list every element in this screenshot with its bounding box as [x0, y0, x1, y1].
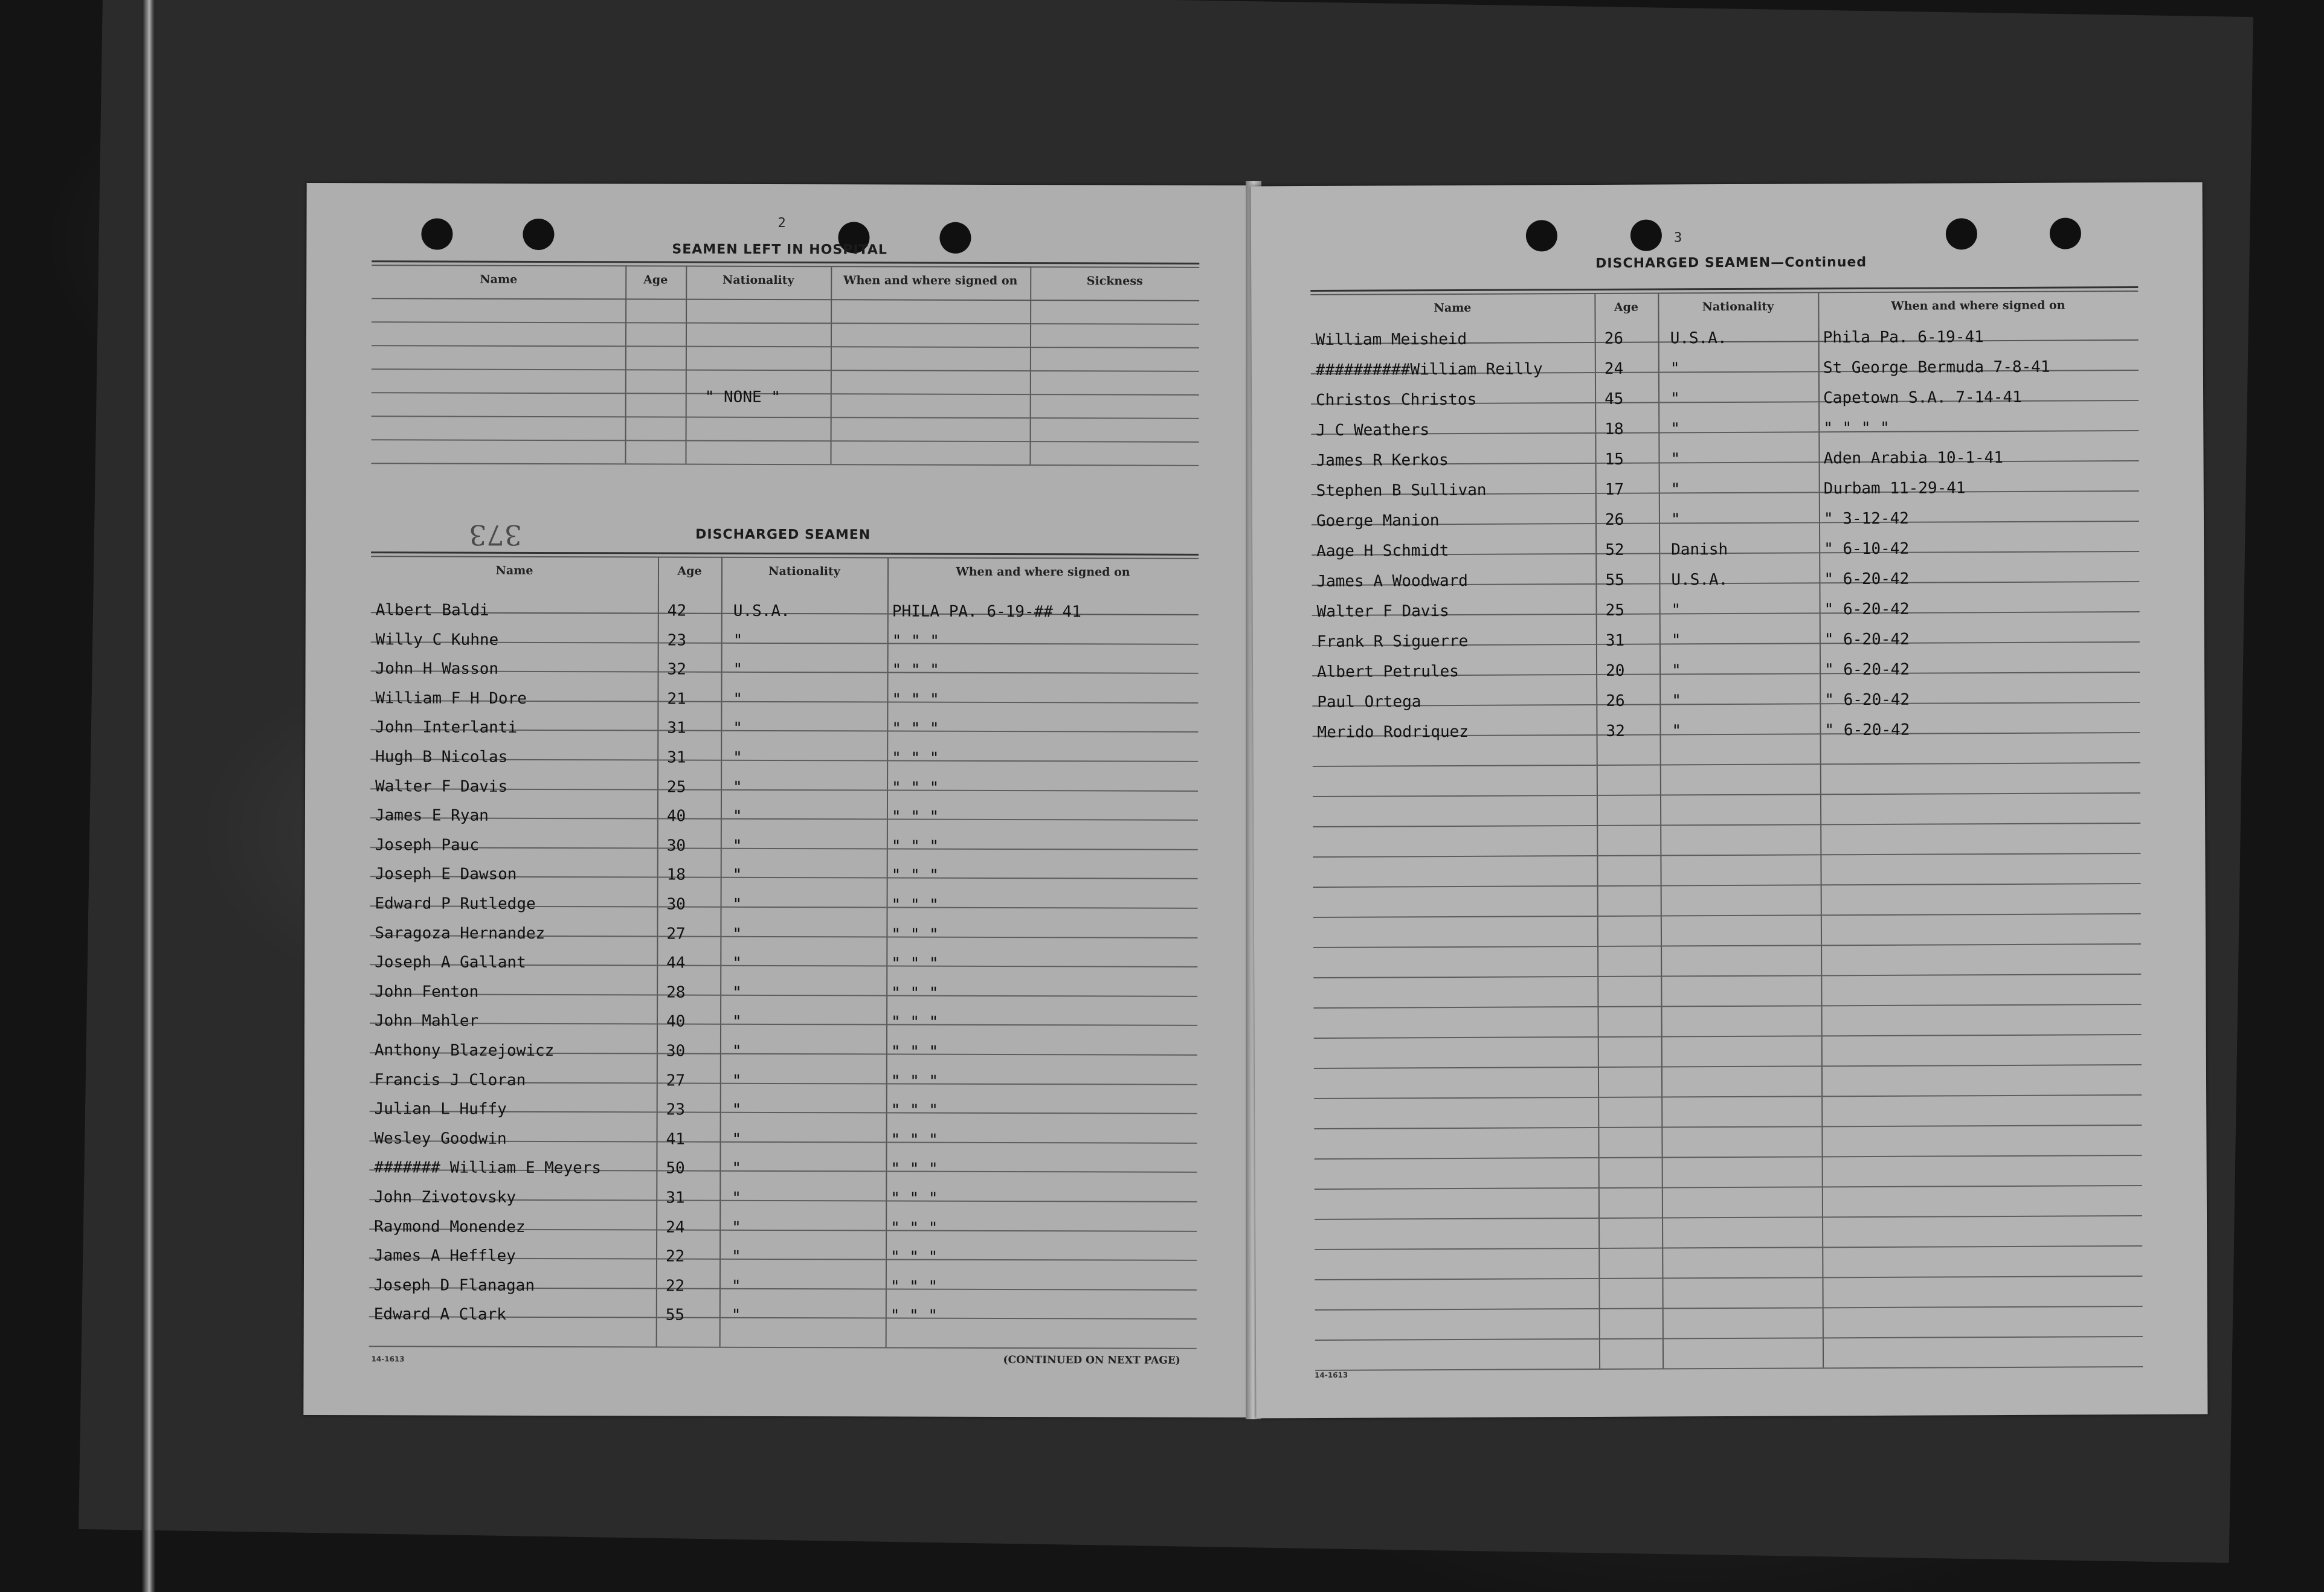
cell-signed: " " ": [890, 1189, 938, 1208]
cell-nationality: ": [1672, 692, 1682, 710]
page-number: 3: [1673, 230, 1682, 246]
cell-nationality: ": [1671, 661, 1681, 680]
cell-nationality: ": [1670, 359, 1680, 378]
cell-nationality: ": [732, 866, 742, 885]
cell-name: John Interlanti: [375, 718, 518, 737]
cell-age: 31: [667, 719, 686, 737]
table-top-rule: [371, 556, 1199, 559]
row-line: [1315, 1185, 2142, 1190]
row-line: [1313, 883, 2141, 888]
cell-signed: Phila Pa. 6-19-41: [1823, 328, 1984, 347]
cell-age: 22: [665, 1247, 685, 1266]
cell-age: 55: [665, 1306, 685, 1324]
cell-age: 50: [666, 1159, 685, 1178]
cell-age: 17: [1605, 480, 1624, 499]
row-line: [1314, 1064, 2142, 1069]
cell-age: 26: [1604, 329, 1624, 348]
column-header-signed: When and where signed on: [1891, 298, 2065, 313]
cell-nationality: ": [732, 1100, 742, 1120]
cell-age: 40: [666, 1012, 686, 1031]
row-line: [370, 993, 1197, 997]
cell-signed: " " ": [892, 661, 939, 679]
cell-signed: " " ": [890, 1101, 938, 1120]
column-header-nationality: Nationality: [768, 564, 840, 579]
row-line: [1313, 853, 2140, 858]
cell-name: William F H Dore: [375, 689, 527, 708]
row-line: [372, 345, 1199, 348]
cell-nationality: ": [1670, 450, 1681, 469]
column-header-name: Name: [1434, 301, 1472, 315]
cell-name: John H Wasson: [375, 660, 499, 678]
cell-name: Joseph D Flanagan: [373, 1276, 535, 1295]
cell-signed: " " ": [891, 925, 939, 944]
cell-nationality: Danish: [1671, 541, 1728, 559]
cell-signed: " " ": [892, 632, 940, 650]
row-line: [1314, 1125, 2142, 1129]
cell-age: 23: [666, 1100, 686, 1119]
cell-age: 28: [666, 983, 686, 1002]
column-divider: [886, 557, 889, 1347]
row-line: [369, 1346, 1197, 1349]
cell-name: William Meisheid: [1315, 330, 1467, 349]
row-line: [1315, 1215, 2142, 1220]
cell-signed: " " ": [890, 1277, 938, 1296]
cell-name: Raymond Monendez: [374, 1217, 526, 1236]
cell-age: 31: [666, 1189, 685, 1207]
row-line: [1313, 823, 2140, 827]
row-line: [1313, 913, 2141, 918]
cell-signed: " " ": [891, 837, 939, 856]
cell-name: Hugh B Nicolas: [375, 748, 508, 766]
cell-nationality: ": [1670, 510, 1681, 529]
cell-name: Walter F Davis: [375, 777, 508, 796]
row-line: [370, 847, 1198, 850]
row-line: [1311, 430, 2139, 435]
cell-name: Wesley Goodwin: [374, 1129, 507, 1148]
cell-signed: " " ": [891, 807, 939, 826]
cell-age: 21: [667, 690, 686, 708]
discharged-section-title: DISCHARGED SEAMEN: [695, 527, 871, 543]
cell-age: 30: [666, 1042, 686, 1061]
row-line: [1315, 1245, 2142, 1250]
punch-hole: [1630, 219, 1662, 251]
row-line: [1315, 1336, 2143, 1341]
hospital-section-title: SEAMEN LEFT IN HOSPITAL: [672, 242, 887, 258]
cell-nationality: ": [1670, 420, 1681, 438]
cell-nationality: ": [732, 836, 742, 855]
table-top-rule: [371, 551, 1199, 556]
cell-name: ##########William Reilly: [1315, 360, 1543, 379]
cell-age: 30: [666, 895, 686, 914]
cell-name: J C Weathers: [1316, 421, 1430, 440]
cell-signed: " " ": [890, 1131, 938, 1149]
cell-age: 22: [665, 1277, 685, 1295]
cell-nationality: ": [731, 1277, 741, 1295]
cell-name: Albert Baldi: [375, 601, 489, 620]
cell-name: Merido Rodriquez: [1317, 722, 1469, 742]
cell-signed: " 6-20-42: [1824, 690, 1910, 710]
cell-nationality: ": [732, 1042, 742, 1061]
row-line: [1312, 702, 2140, 707]
cell-name: James A Heffley: [373, 1247, 516, 1266]
row-line: [1313, 1004, 2141, 1009]
form-id: 14-1613: [371, 1355, 405, 1364]
cell-age: 41: [666, 1130, 685, 1149]
cell-nationality: U.S.A.: [733, 602, 790, 621]
cell-nationality: ": [1671, 601, 1681, 620]
row-line: [1315, 1276, 2142, 1280]
column-divider: [719, 557, 723, 1347]
cell-nationality: ": [732, 1071, 742, 1090]
column-header-sickness: Sickness: [1086, 274, 1143, 288]
column-header-age: Age: [677, 564, 702, 578]
right-page: [1251, 182, 2208, 1419]
punch-hole: [1946, 218, 1977, 249]
punch-hole: [939, 222, 971, 254]
cell-signed: " " ": [890, 1306, 938, 1326]
cell-nationality: ": [1670, 390, 1680, 408]
cell-nationality: ": [731, 1306, 741, 1325]
column-header-nationality: Nationality: [1702, 300, 1774, 314]
cell-name: John Fenton: [375, 983, 479, 1001]
cell-signed: " 6-20-42: [1824, 721, 1910, 740]
cell-nationality: ": [1672, 722, 1682, 740]
cell-nationality: ": [732, 1130, 742, 1149]
cell-name: Paul Ortega: [1317, 693, 1421, 711]
cell-name: Anthony Blazejowicz: [374, 1041, 555, 1061]
cell-nationality: ": [733, 660, 743, 679]
form-id: 14-1613: [1315, 1370, 1348, 1380]
cell-signed: " " ": [892, 749, 939, 768]
row-line: [1313, 974, 2141, 978]
cell-age: 55: [1605, 571, 1624, 589]
column-divider: [656, 556, 659, 1346]
column-divider: [1029, 266, 1031, 464]
cell-age: 24: [1604, 359, 1624, 378]
cell-age: 52: [1605, 541, 1624, 559]
punch-hole: [523, 219, 554, 250]
cell-name: Albert Petrules: [1317, 662, 1459, 681]
cell-signed: " 6-20-42: [1824, 630, 1910, 649]
cell-nationality: ": [732, 954, 742, 973]
cell-name: Frank R Siguerre: [1316, 632, 1469, 651]
row-line: [1313, 943, 2141, 948]
cell-name: Joseph A Gallant: [375, 953, 526, 972]
cell-signed: " " ": [891, 866, 939, 885]
cell-age: 24: [666, 1218, 685, 1237]
row-line: [1313, 762, 2140, 767]
cell-name: Christos Christos: [1316, 390, 1477, 409]
row-line: [371, 463, 1199, 466]
column-divider: [1594, 293, 1600, 1369]
cell-name: Joseph E Dawson: [375, 865, 517, 884]
cell-name: Julian L Huffy: [374, 1100, 507, 1119]
cell-nationality: ": [733, 690, 743, 708]
cell-age: 42: [667, 602, 687, 620]
row-line: [370, 817, 1198, 821]
continued-section-title: DISCHARGED SEAMEN—Continued: [1595, 254, 1867, 271]
table-top-rule: [372, 265, 1199, 268]
cell-name: James R Kerkos: [1316, 451, 1449, 470]
cell-age: 25: [667, 778, 686, 797]
cell-signed: " 6-20-42: [1824, 570, 1910, 589]
row-line: [1315, 1306, 2143, 1311]
cell-name: Willy C Kuhne: [375, 630, 499, 649]
cell-nationality: U.S.A.: [1670, 329, 1727, 348]
cell-nationality: ": [733, 631, 743, 650]
cell-signed: " " ": [892, 690, 939, 709]
cell-name: Walter F Davis: [1316, 602, 1449, 621]
cell-signed: Aden Arabia 10-1-41: [1823, 449, 2004, 468]
cell-age: 27: [666, 925, 686, 943]
row-line: [372, 392, 1199, 396]
column-divider: [830, 266, 832, 464]
column-header-name: Name: [495, 563, 533, 577]
cell-name: Francis J Cloran: [374, 1070, 526, 1090]
row-line: [1314, 1034, 2142, 1039]
table-header-rule: [372, 298, 1199, 301]
cell-nationality: ": [733, 778, 742, 797]
cell-age: 18: [1605, 420, 1624, 438]
cell-signed: St George Bermuda 7-8-41: [1823, 358, 2050, 377]
column-header-name: Name: [480, 272, 518, 286]
column-header-nationality: Nationality: [722, 273, 794, 287]
cell-signed: " " ": [890, 1042, 939, 1061]
cell-signed: " 6-20-42: [1824, 660, 1910, 679]
cell-signed: " " ": [890, 1219, 938, 1237]
row-line: [1315, 1155, 2142, 1160]
column-divider: [625, 265, 626, 463]
cell-name: Stephen B Sullivan: [1316, 481, 1487, 500]
cell-age: 27: [666, 1071, 686, 1090]
cell-age: 26: [1606, 692, 1625, 710]
cell-signed: " " ": [892, 778, 939, 797]
cell-age: 20: [1605, 661, 1625, 680]
page-number: 2: [777, 215, 786, 231]
cell-nationality: ": [733, 719, 743, 738]
row-line: [372, 416, 1199, 419]
row-line: [372, 368, 1199, 372]
cell-age: 44: [666, 954, 686, 972]
cell-signed: " 3-12-42: [1823, 509, 1909, 528]
cell-signed: " " ": [891, 984, 939, 1003]
cell-nationality: ": [732, 895, 742, 914]
cell-nationality: ": [732, 1218, 741, 1237]
cell-age: 15: [1605, 450, 1624, 469]
cell-name: Saragoza Hernandez: [375, 923, 546, 943]
cell-name: James A Woodward: [1316, 571, 1468, 591]
cell-signed: " " " ": [1823, 419, 1890, 438]
row-line: [1313, 792, 2140, 797]
cell-name: Joseph Pauc: [375, 836, 480, 855]
cell-age: 40: [666, 807, 686, 826]
cell-nationality: ": [732, 807, 742, 826]
cell-name: Edward P Rutledge: [375, 894, 536, 913]
cell-name: John Zivotovsky: [374, 1188, 517, 1207]
table-top-rule: [372, 260, 1199, 265]
cell-name: Goerge Manion: [1316, 512, 1440, 530]
cell-signed: " " ": [891, 896, 939, 914]
cell-name: Edward A Clark: [373, 1305, 506, 1324]
cell-signed: Durbam 11-29-41: [1823, 479, 1966, 498]
punch-hole: [421, 218, 452, 249]
cell-nationality: ": [732, 925, 742, 943]
column-divider: [1658, 292, 1664, 1368]
cell-age: 45: [1605, 390, 1624, 408]
cell-nationality: ": [731, 1247, 741, 1266]
stamp-number: 373: [469, 518, 523, 551]
table-top-rule: [1310, 290, 2138, 295]
cell-name: James E Ryan: [375, 806, 489, 825]
cell-nationality: ": [1671, 631, 1681, 650]
cell-age: 25: [1605, 601, 1625, 620]
cell-age: 18: [666, 865, 686, 884]
column-header-age: Age: [643, 273, 668, 287]
punch-hole: [2050, 217, 2081, 249]
cell-age: 26: [1605, 510, 1624, 529]
cell-signed: " " ": [891, 954, 939, 973]
cell-age: 23: [667, 631, 687, 650]
cell-age: 31: [667, 748, 686, 767]
column-header-age: Age: [1614, 300, 1639, 314]
row-line: [370, 1023, 1197, 1027]
cell-age: 31: [1605, 631, 1625, 650]
cell-signed: " " ": [890, 1160, 938, 1179]
cell-nationality: ": [733, 748, 742, 767]
cell-signed: " 6-10-42: [1824, 539, 1910, 559]
row-line: [372, 321, 1199, 325]
cell-name: John Mahler: [375, 1012, 479, 1031]
row-line: [372, 439, 1199, 443]
column-header-signed: When and where signed on: [843, 274, 1018, 288]
cell-name: Aage H Schmidt: [1316, 542, 1449, 560]
cell-nationality: ": [732, 1189, 741, 1207]
hospital-none-entry: " NONE ": [704, 388, 781, 407]
cell-nationality: ": [732, 1160, 742, 1178]
cell-signed: Capetown S.A. 7-14-41: [1823, 388, 2022, 408]
cell-signed: " 6-20-42: [1824, 600, 1910, 619]
column-divider: [685, 266, 687, 464]
row-line: [1315, 1366, 2143, 1371]
cell-signed: PHILA PA. 6-19-## 41: [892, 602, 1081, 621]
left-page: [303, 183, 1252, 1417]
cell-signed: " " ": [890, 1248, 938, 1266]
row-line: [1314, 1094, 2142, 1099]
cell-age: 32: [1606, 722, 1625, 740]
cell-age: 30: [666, 836, 686, 855]
punch-hole: [1526, 220, 1557, 251]
continued-note: (CONTINUED ON NEXT PAGE): [1003, 1353, 1180, 1367]
cell-nationality: ": [732, 983, 742, 1002]
cell-signed: " " ": [890, 1013, 939, 1032]
film-edge: [142, 0, 155, 1592]
column-header-signed: When and where signed on: [956, 565, 1130, 579]
cell-nationality: ": [1670, 480, 1681, 499]
cell-signed: " " ": [890, 1072, 939, 1091]
cell-signed: " " ": [892, 719, 939, 739]
cell-name: ####### William E Meyers: [374, 1158, 602, 1178]
cell-nationality: U.S.A.: [1671, 571, 1728, 589]
cell-age: 32: [667, 660, 686, 679]
cell-nationality: ": [732, 1013, 742, 1032]
